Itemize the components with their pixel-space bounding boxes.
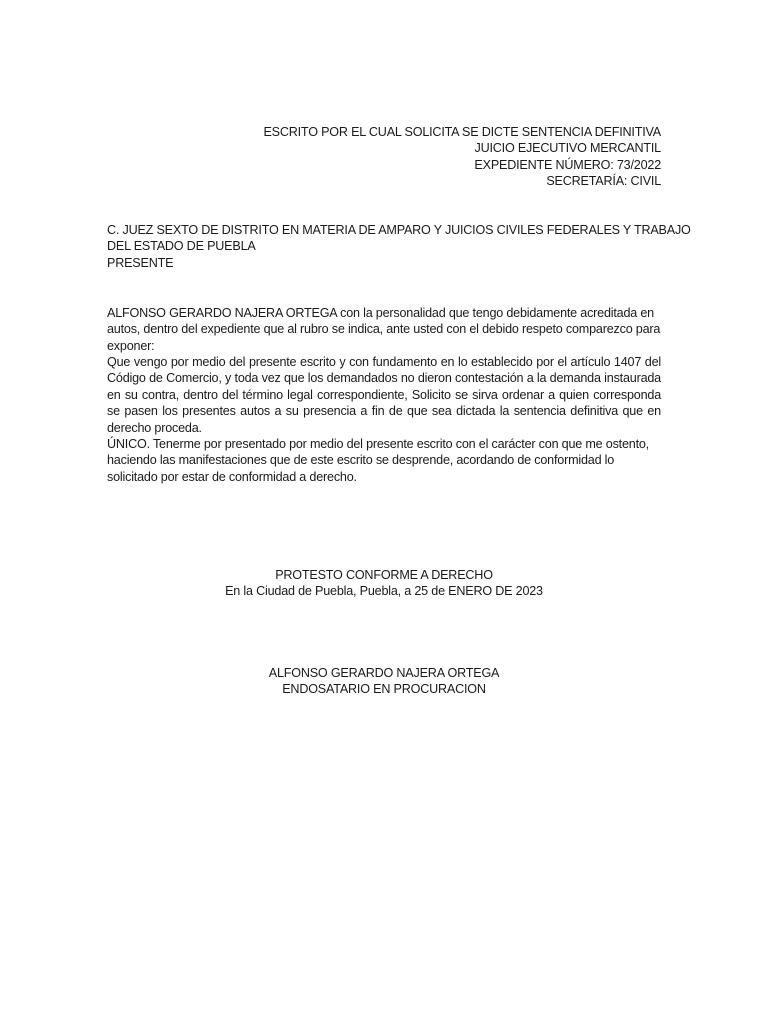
petition-paragraph: ÚNICO. Tenerme por presentado por medio del presente escrito con el carácter con que me ostento, haciendo las manifestaciones que de este escrito se desprende, acordando de conformidad lo solicitado por estar de conformidad a derecho.: [107, 437, 649, 484]
place-date-line: En la Ciudad de Puebla, Puebla, a 25 de ENERO DE 2023: [225, 584, 543, 599]
addressee-line-2: DEL ESTADO DE PUEBLA: [107, 239, 256, 254]
addressee-block: [107, 222, 691, 271]
intro-paragraph: ALFONSO GERARDO NAJERA ORTEGA con la personalidad que tengo debidamente acreditada en autos, dentro del expediente que al rubro se indica, ante usted con el debido respeto comparezco para exponer:: [107, 306, 661, 353]
signer-role: ENDOSATARIO EN PROCURACION: [282, 682, 486, 697]
addressee-line-1: C. JUEZ SEXTO DE DISTRITO EN MATERIA DE AMPARO Y JUICIOS CIVILES FEDERALES Y TRABAJO: [107, 223, 691, 237]
protest-line: PROTESTO CONFORME A DERECHO: [275, 568, 493, 582]
request-paragraph: Que vengo por medio del presente escrito y con fundamento en lo establecido por el artículo 1407 del Código de Comercio, y toda vez que los demandados no dieron contestación a la demanda instaurada en su contra, dentro del término legal correspondiente, Solicito se sirva ordenar a quien corresponda se pasen los presentes autos a su presencia a fin de que sea dictada la sentencia definitiva que en derecho proceda.: [107, 355, 661, 435]
addressee-line-3: PRESENTE: [107, 255, 174, 270]
document-title: ESCRITO POR EL CUAL SOLICITA SE DICTE SENTENCIA DEFINITIVA: [263, 125, 661, 139]
secretariat: SECRETARÍA: CIVIL: [546, 174, 661, 189]
closing-block: [107, 567, 661, 600]
signer-name: ALFONSO GERARDO NAJERA ORTEGA: [268, 666, 500, 680]
case-type: JUICIO EJECUTIVO MERCANTIL: [474, 141, 661, 156]
document-header: [200, 124, 661, 190]
signature-block: [107, 665, 661, 698]
case-number: EXPEDIENTE NÚMERO: 73/2022: [474, 157, 661, 172]
